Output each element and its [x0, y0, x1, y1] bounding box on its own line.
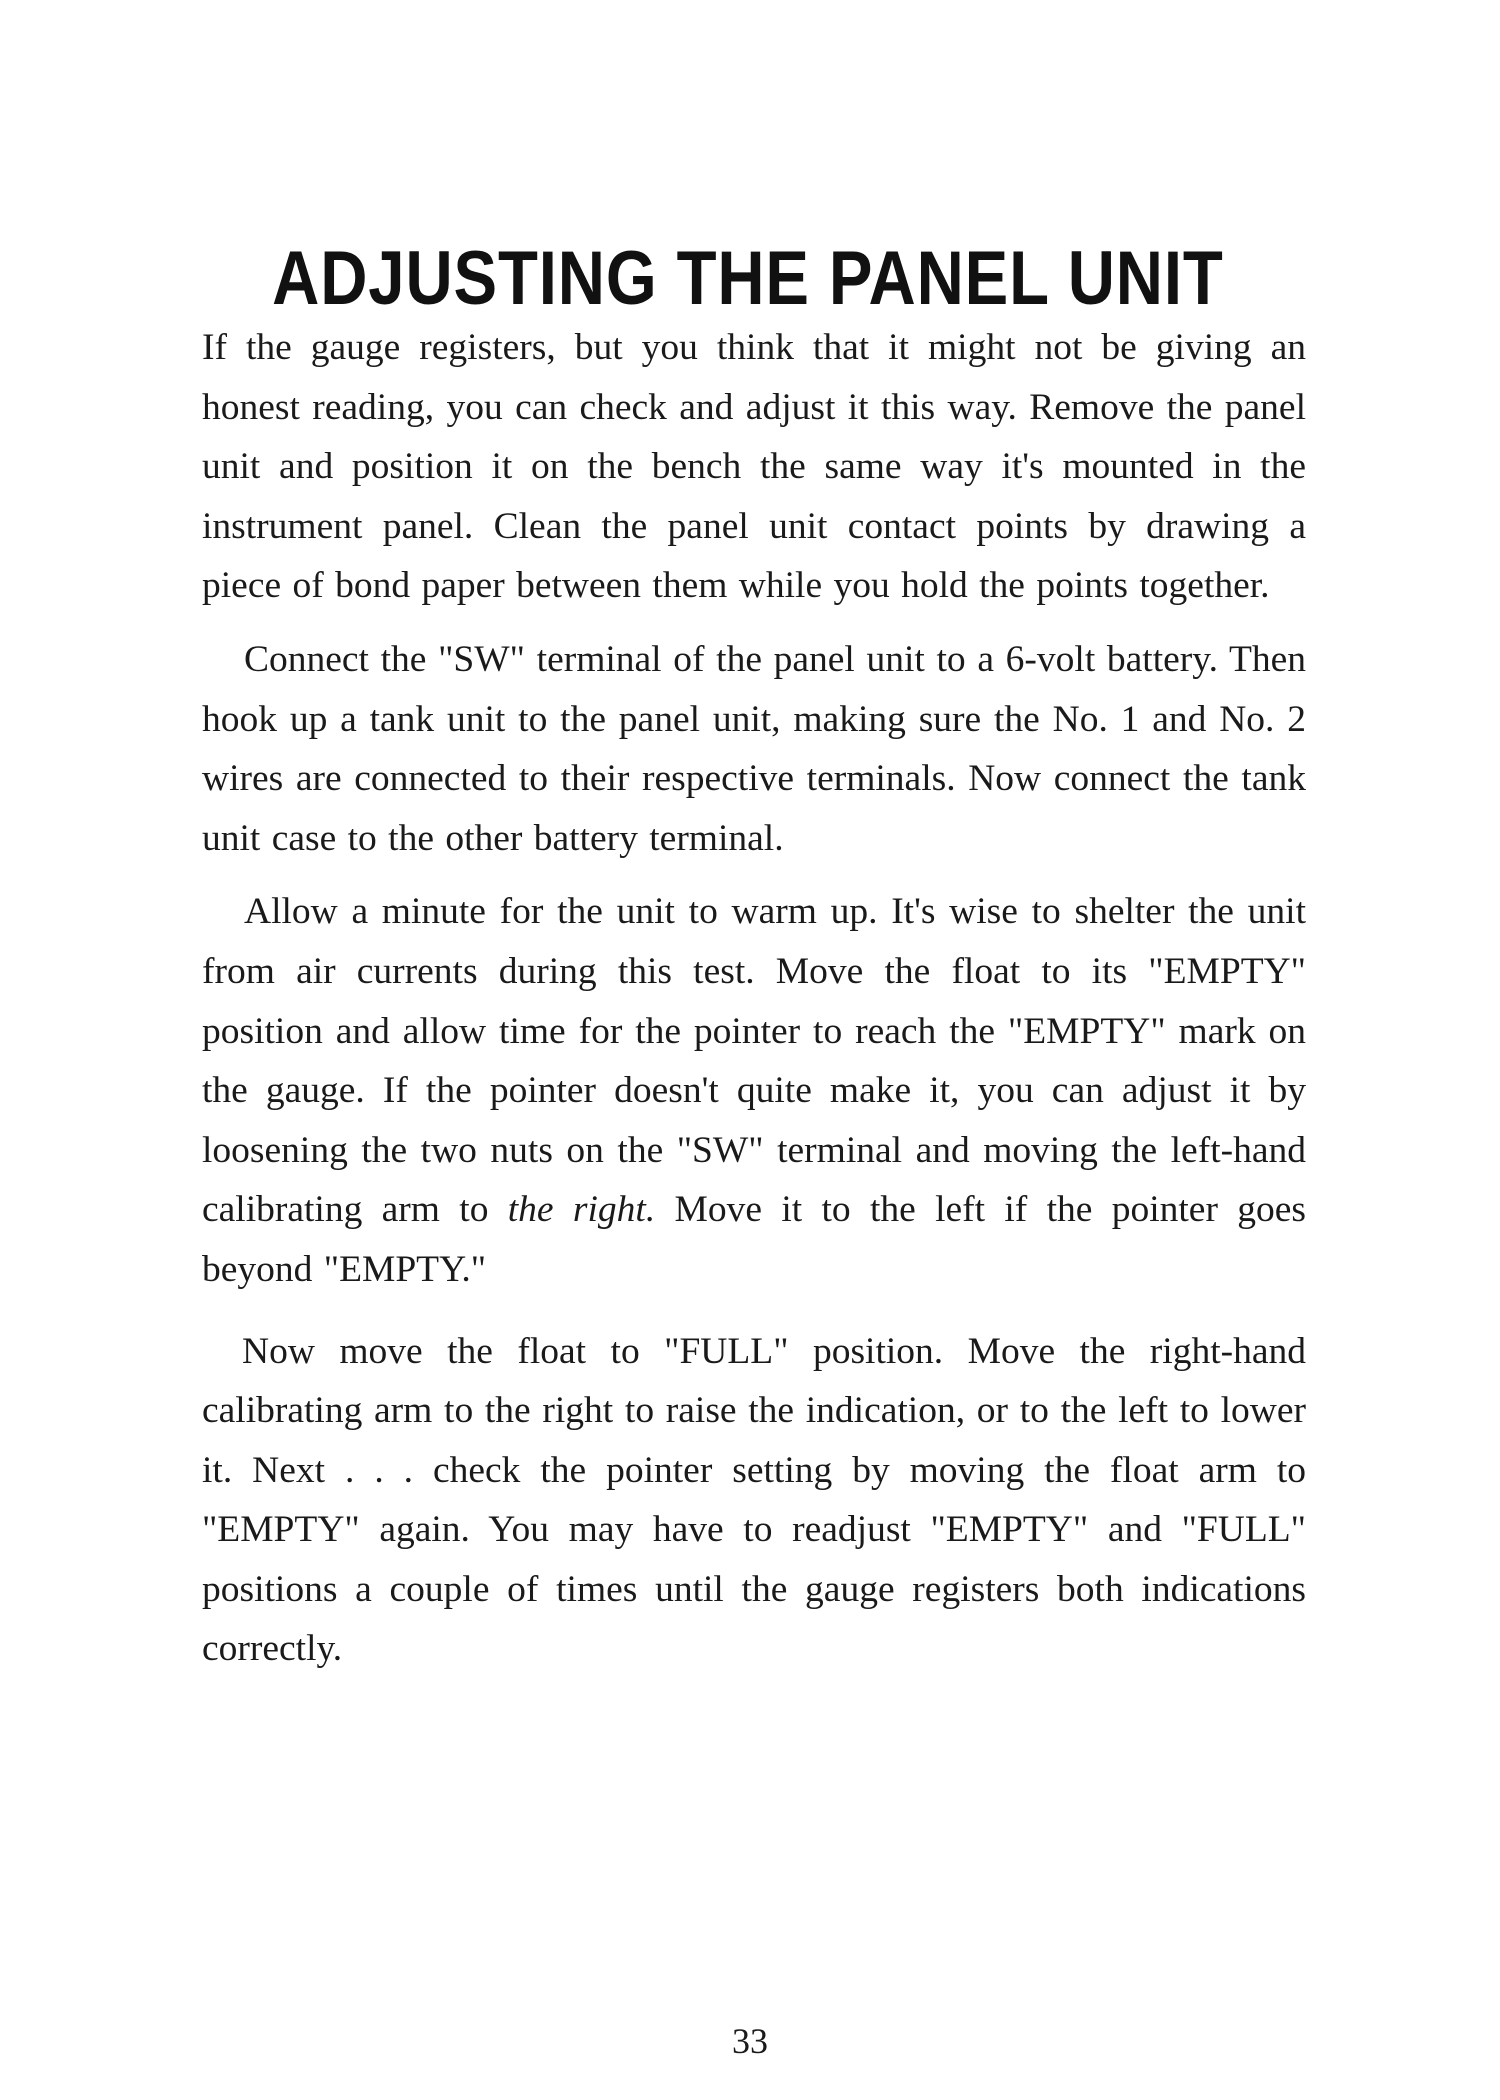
paragraph-3-text-end: Move it to the left if the pointer goes beyond "EMPTY." [202, 1189, 1306, 1290]
body-text [202, 318, 1306, 1679]
paragraph-1: If the gauge registers, but you think that it might not be giving an honest reading, you can check and adjust it this way. Remove the panel unit and position it on the bench the same way it's mounted in the instrument panel. Clean the panel unit contact points by drawing a piece of bond paper between them while you hold the points together. [202, 327, 1306, 607]
paragraph-3-text-start: Allow a minute for the unit to warm up. It's wise to shelter the unit from air currents during this test. Move the float to its "EMPTY" position and allow time for the pointer to reach the "EMPTY" mark on the gauge. If the pointer doesn't quite make it, you can adjust it by loosening the two nuts on the "SW" terminal and moving the left-hand calibrating arm to [202, 891, 1306, 1231]
paragraph-3-italic: the right. [507, 1189, 656, 1231]
page-title: ADJUSTING THE PANEL UNIT [272, 235, 1224, 321]
paragraph-2: Connect the "SW" terminal of the panel unit to a 6-volt battery. Then hook up a tank unit to the panel unit, making sure the No. 1 and No. 2 wires are connected to their respective terminals. Now connect the tank unit case to the other battery terminal. [202, 638, 1306, 859]
paragraph-3 [202, 882, 1306, 1299]
page-number: 33 [732, 2021, 768, 2061]
paragraph-4: Now move the float to "FULL" position. Move the right-hand calibrating arm to the right to raise the indication, or to the left to lower it. Next . . . check the pointer setting by moving the float arm to "EMPTY" again. You may have to readjust "EMPTY" and "FULL" positions a couple of times until the gauge registers both indications correctly. [202, 1330, 1306, 1670]
